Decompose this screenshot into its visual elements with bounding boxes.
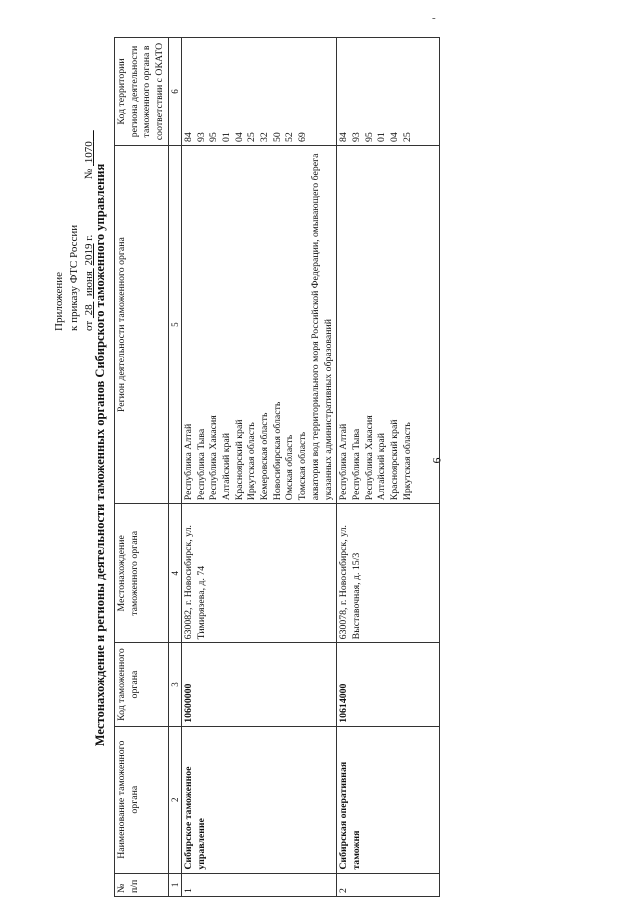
region-item: Иркутская область xyxy=(246,422,258,501)
region-item: Республика Хакасия xyxy=(363,415,375,501)
date-month: июня xyxy=(83,271,95,297)
okato-code: 93 xyxy=(195,132,207,142)
region-item: Алтайский край xyxy=(220,433,232,501)
region-item: Республика Тыва xyxy=(195,428,207,501)
okato-code: 93 xyxy=(350,132,362,142)
okato-code: 84 xyxy=(182,132,194,142)
okato-code: 01 xyxy=(220,132,232,142)
number-value: 1070 xyxy=(83,141,95,164)
from-label: от xyxy=(83,320,95,331)
region-item: Республика Хакасия xyxy=(208,415,220,501)
okato-code: 69 xyxy=(297,132,309,142)
region-item: Иркутская область xyxy=(401,422,413,501)
column-number: 4 xyxy=(168,504,181,643)
region-item: Республика Алтай xyxy=(338,423,350,501)
okato-code: 25 xyxy=(246,132,258,142)
table-row xyxy=(337,38,440,897)
okato-code: 52 xyxy=(284,132,296,142)
date-day: 28 xyxy=(83,304,95,316)
column-number: 1 xyxy=(168,873,181,896)
header-cell: Местонахождение таможенного органа xyxy=(115,504,169,643)
row-number: 1 xyxy=(181,873,336,896)
customs-code: 10614000 xyxy=(337,643,440,726)
customs-name: Сибирское таможенное управление xyxy=(181,726,336,873)
column-number-row xyxy=(168,38,181,897)
okato-code: 04 xyxy=(389,132,401,142)
okato-code: 25 xyxy=(401,132,413,142)
okato-code: 95 xyxy=(363,132,375,142)
region-item: Красноярский край xyxy=(233,419,245,501)
region-item: Республика Алтай xyxy=(182,423,194,501)
header-cell: Регион деятельности таможенного органа xyxy=(115,145,169,503)
stray-mark: - xyxy=(432,12,436,24)
header-row xyxy=(115,38,169,897)
year-suffix: г. xyxy=(83,234,95,241)
region-item: Томская область xyxy=(297,431,309,501)
region-item: Республика Тыва xyxy=(350,428,362,501)
document-title: Местонахождение и регионы деятельности таможенных органов Сибирского таможенного управления xyxy=(93,163,107,747)
okato-cell xyxy=(337,38,440,146)
column-number: 5 xyxy=(168,145,181,503)
region-item: Алтайский край xyxy=(376,433,388,501)
regions-cell xyxy=(337,145,440,503)
column-number: 3 xyxy=(168,643,181,726)
okato-code: 04 xyxy=(233,132,245,142)
date-year: 2019 xyxy=(83,243,95,266)
table-row xyxy=(181,38,336,897)
region-item: Кемеровская область xyxy=(259,412,271,501)
customs-address: 630078, г. Новосибирск, ул. Выставочная, д. 15/3 xyxy=(337,504,440,643)
regions-cell xyxy=(181,145,336,503)
column-number: 2 xyxy=(168,726,181,873)
region-item: Красноярский край xyxy=(389,419,401,501)
okato-code: 50 xyxy=(271,132,283,142)
customs-name: Сибирская оперативная таможня xyxy=(337,726,440,873)
number-label: № xyxy=(83,168,95,180)
header-cell: Код территории региона деятельности таможенного органа в соответствии с ОКАТО xyxy=(115,38,169,146)
row-number: 2 xyxy=(337,873,440,896)
okato-code: 84 xyxy=(338,132,350,142)
customs-table xyxy=(114,37,440,897)
customs-code: 10600000 xyxy=(181,643,336,726)
appendix-header xyxy=(52,31,97,331)
appendix-line1: Приложение xyxy=(53,271,65,331)
region-item: Омская область xyxy=(284,434,296,501)
region-item: акватория вод территориального моря Российской Федерации, омывающего берега указанных административных образований xyxy=(309,153,334,501)
page-number: 6 xyxy=(429,457,444,464)
header-cell: № п/п xyxy=(115,873,169,896)
okato-code: 32 xyxy=(259,132,271,142)
okato-cell xyxy=(181,38,336,146)
header-cell: Наименование таможенного органа xyxy=(115,726,169,873)
appendix-line2: к приказу ФТС России xyxy=(68,224,80,331)
customs-address: 630082, г. Новосибирск, ул. Тимирязева, д. 74 xyxy=(181,504,336,643)
region-item: Новосибирская область xyxy=(271,401,283,501)
okato-code: 01 xyxy=(376,132,388,142)
column-number: 6 xyxy=(168,38,181,146)
okato-code: 95 xyxy=(208,132,220,142)
header-cell: Код таможенного органа xyxy=(115,643,169,726)
